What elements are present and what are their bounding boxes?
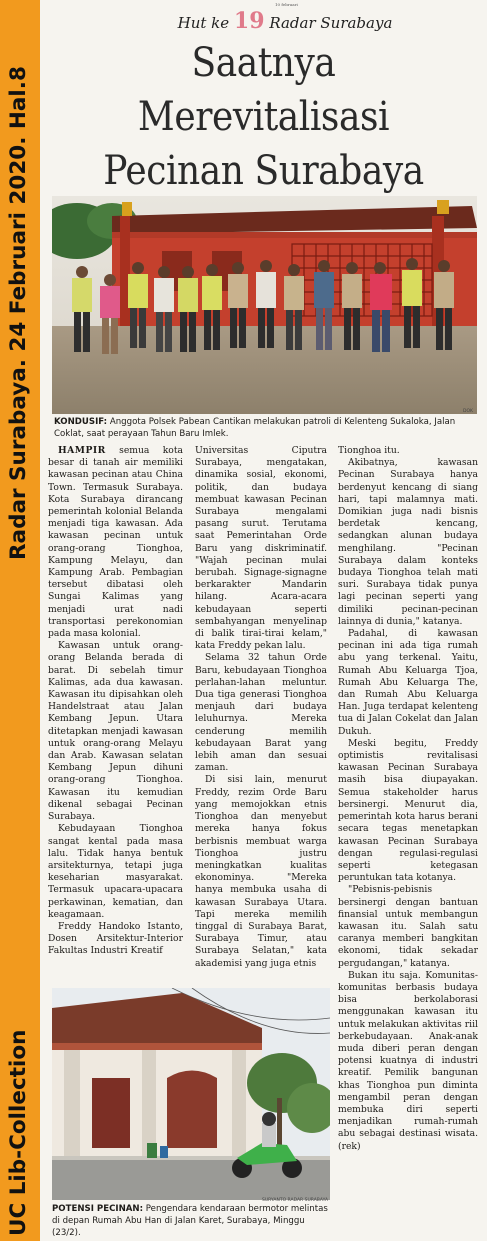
article-column-1	[48, 445, 183, 985]
headline-line-1: Saatnya Merevitalisasi	[137, 40, 390, 140]
col3-paragraph-5: "Pebisnis-pebisnis bersinergi dengan bantuan finansial untuk membangun kawasan itu. Salah satu caranya memberi bangkitan ekonomi, tidak sekadar pergudangan," katanya.	[338, 884, 478, 969]
col2-paragraph-1: Universitas Ciputra Surabaya, mengatakan, dinamika sosial, ekonomi, politik, dan budaya membuat kawasan Pecinan Surabaya mengalami pasang surut. Terutama saat Pemerintahan Orde Baru yang diskriminatif. "Wajah pecinan mulai berubah. Signage-signagne berkarakter Mandarin hilang. Acara-acara kebudayaan seperti sembahyangan menyelinap di balik tirai-tirai kelam," kata Freddy pekan lalu.	[195, 445, 327, 652]
article-column-2	[195, 445, 327, 985]
second-photo-caption	[52, 1203, 336, 1239]
article-column-3	[338, 445, 478, 1235]
source-citation: Radar Surabaya. 24 Februari 2020. Hal.8	[6, 66, 31, 560]
col3-paragraph-4: Meski begitu, Freddy optimistis revitalisasi kawasan Pecinan Surabaya masih bisa diupayakan. Semua stakeholder harus bersinergi. Menurut dia, pemerintah kota harus berani secara tegas menetapkan kawasan Pecinan Surabaya dengan regulasi-regulasi seperti ketegasan peruntukan tata kotanya.	[338, 737, 478, 884]
col3-paragraph-2: Akibatnya, kawasan Pecinan Surabaya hanya berdenyut kencang di siang hari, tapi malamnya mati. Domikian juga nadi bisnis berdetak kencang, sedangkan alunan budaya menghilang. "Pecinan Surabaya dalam konteks budaya Tionghoa telah mati suri. Surabaya tidak punya lagi pecinan seperti yang dimiliki pecinan-pecinan lainnya di dunia," katanya.	[338, 457, 478, 627]
main-photo-image	[52, 196, 477, 414]
col1-paragraph-1	[48, 445, 183, 640]
headline-line-2: Pecinan Surabaya	[103, 148, 424, 194]
second-caption-text: Pengendara kendaraan bermotor melintas di depan Rumah Abu Han di Jalan Karet, Surabaya, Minggu (23/2).	[52, 1204, 328, 1238]
main-caption-label: KONDUSIF:	[54, 417, 108, 427]
col1-paragraph-2: Kawasan untuk orang-orang Belanda berada di barat. Di sebelah timur Kalimas, ada dua kawasan. Kawasan itu dipisahkan oleh Handelstraat atau Jalan Kembang Jepun. Utara ditetapkan menjadi kawasan untuk orang-orang Melayu dan Arab. Kawasan selatan Kembang Jepun dihuni orang-orang Tionghoa. Kawasan itu kemudian dikenal sebagai Pecinan Surabaya.	[48, 640, 183, 823]
anniversary-masthead	[170, 2, 400, 34]
second-caption-label: POTENSI PECINAN:	[52, 1204, 144, 1214]
source-sidebar	[0, 0, 40, 1241]
col3-paragraph-3: Padahal, di kawasan pecinan ini ada tiga rumah abu yang terkenal. Yaitu, Rumah Abu Keluarga Tjoa, Rumah Abu Keluarga The, dan Rumah Abu Keluarga Han. Juga terdapat kelenteng tua di Jalan Cokelat dan Jalan Dukuh.	[338, 628, 478, 737]
masthead-suffix: Radar Surabaya	[269, 14, 393, 32]
article-headline	[62, 36, 464, 198]
second-photo-image	[52, 988, 330, 1200]
col1-paragraph-4: Freddy Handoko Istanto, Dosen Arsitektur-Interior Fakultas Industri Kreatif	[48, 920, 183, 957]
col3-paragraph-6: Bukan itu saja. Komunitas-komunitas berbasis budaya bisa berkolaborasi menggunakan kawasan itu untuk melakukan aktivitas riil berkebudayaan. Anak-anak muda diberi peran dengan potensi kuatnya di industri kreatif. Pemilik bangunan khas Tionghoa pun diminta mengambil peran dengan membuka diri seperti menjadikan rumah-rumah abu sebagai destinasi wisata. (rek)	[338, 969, 478, 1152]
main-photo-credit: DOK	[463, 409, 473, 414]
second-photo-credit: SURYANTO RADAR SURABAYA	[262, 1198, 329, 1203]
col3-paragraph-1: Tionghoa itu.	[338, 445, 400, 456]
article-lead-word: HAMPIR	[58, 445, 106, 456]
main-photo	[52, 196, 477, 414]
second-photo	[52, 988, 330, 1200]
col2-paragraph-3: Di sisi lain, menurut Freddy, rezim Orde Baru yang memojokkan etnis Tionghoa dan menyebut mereka hanya fokus berbisnis membuat warga Tionghoa justru meningkatkan kualitas ekonominya. "Mereka hanya membuka usaha di kawasan Surabaya Utara. Tapi mereka memilih tinggal di Surabaya Barat, Surabaya Timur, atau Surabaya Selatan," kata akademisi yang juga etnis	[195, 774, 327, 969]
col1-paragraph-1-text: semua kota besar di tanah air memiliki kawasan pecinan atau China Town. Termasuk Surabaya. Kota Surabaya dirancang pemerintah kolonial Belanda menjadi tiga kawasan. Ada kawasan pecinan untuk orang-orang Tionghoa, Kampung Melayu, dan Kampung Arab. Pembagian tersebut dibatasi oleh Sungai Kalimas yang menjadi urat nadi transportasi perekonomian pada masa kolonial.	[48, 445, 183, 640]
collection-label: UC Lib-Collection	[6, 1029, 31, 1236]
main-caption-text: Anggota Polsek Pabean Cantikan melakukan patroli di Kelenteng Sukaloka, Jalan Coklat, saat perayaan Tahun Baru Imlek.	[54, 417, 456, 439]
masthead-date: 10 februari	[275, 2, 298, 7]
masthead-prefix: Hut ke	[177, 14, 230, 32]
newspaper-page	[40, 0, 487, 1241]
col2-paragraph-2: Selama 32 tahun Orde Baru, kebudayaan Tionghoa perlahan-lahan meluntur. Dua tiga generasi Tionghoa menjauh dari budaya leluhurnya. Mereka cenderung memilih kebudayaan Barat yang lebih aman dan sesuai zaman.	[195, 652, 327, 774]
col1-paragraph-3: Kebudayaan Tionghoa sangat kental pada masa lalu. Tidak hanya bentuk arsitekturnya, tetapi juga keseharian masyarakat. Termasuk upacara-upacara perkawinan, kematian, dan keagamaan.	[48, 823, 183, 920]
masthead-number: 19	[233, 8, 265, 34]
main-photo-caption	[54, 416, 474, 440]
